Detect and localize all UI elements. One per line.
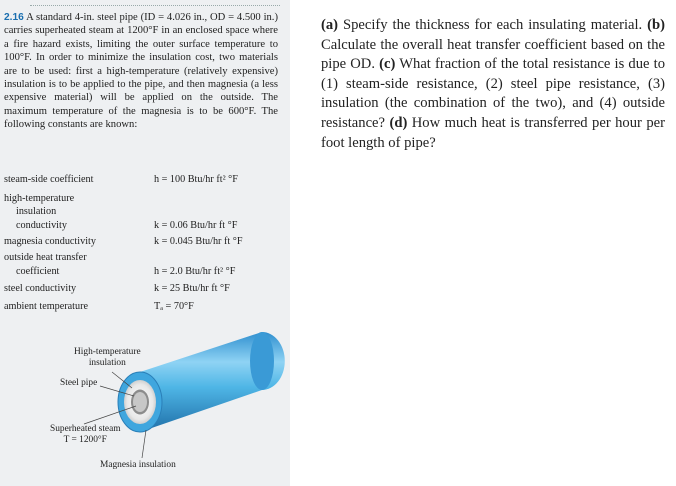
steam-core bbox=[133, 392, 147, 412]
constant-value: k = 0.045 Btu/hr ft °F bbox=[154, 236, 243, 247]
pipe-figure bbox=[0, 328, 290, 486]
constant-value: h = 2.0 Btu/hr ft² °F bbox=[154, 266, 236, 277]
constant-label: magnesia conductivity bbox=[4, 236, 96, 247]
constant-value: k = 25 Btu/hr ft °F bbox=[154, 283, 230, 294]
part-c-text: What fraction of the total resistance is due to (1) steam-side resistance, (2) steel pipe resistance, (3) insulation (the combination of the two), and (4) outside resistance? bbox=[321, 56, 665, 131]
label-high-temp-insulation bbox=[74, 347, 141, 369]
part-a-text: Specify the thickness for each insulating material. bbox=[342, 17, 643, 33]
problem-number: 2.16 bbox=[4, 12, 24, 23]
constant-value: Tₐ = 70°F bbox=[154, 301, 194, 312]
label-superheated-steam bbox=[50, 424, 121, 446]
constant-label: outside heat transfer bbox=[4, 252, 87, 263]
constant-label: conductivity bbox=[16, 220, 67, 231]
cropped-previous-line bbox=[30, 0, 280, 6]
question-panel bbox=[297, 0, 676, 190]
constant-label: high-temperature bbox=[4, 193, 75, 204]
leader-magnesia bbox=[142, 430, 146, 458]
question-text bbox=[321, 16, 665, 153]
label-line: High-temperature bbox=[74, 347, 141, 357]
label-line: Superheated steam bbox=[50, 424, 121, 434]
label-magnesia-insulation: Magnesia insulation bbox=[100, 460, 176, 470]
part-a-label: (a) bbox=[321, 17, 339, 33]
part-c-label: (c) bbox=[379, 56, 396, 73]
constant-value: h = 100 Btu/hr ft² °F bbox=[154, 174, 238, 185]
label-line: insulation bbox=[88, 358, 126, 368]
constant-label: coefficient bbox=[16, 266, 60, 277]
part-b-text: Calculate the overall heat transfer coefficient based on the pipe OD. bbox=[321, 36, 665, 73]
constant-label: steam-side coefficient bbox=[4, 174, 94, 185]
part-d-label: (d) bbox=[389, 114, 408, 131]
problem-text: A standard 4-in. steel pipe (ID = 4.026 in., OD = 4.500 in.) carries superheated steam at 1200°F in an enclosed space where a fire hazard exists, limiting the outer surface temperature to 100°F. In order to minimize the insulation cost, two materials are to be used: first a high-temperature (relatively expensive) insulation is to be applied to the pipe, and then magnesia (a less expensive material) will be applied on the outside. The maximum temperature of the magnesia is to be 600°F. The following constants are known: bbox=[4, 12, 278, 131]
textbook-excerpt bbox=[0, 0, 290, 486]
label-line: T = 1200°F bbox=[63, 435, 107, 445]
constant-value: k = 0.06 Btu/hr ft °F bbox=[154, 220, 238, 231]
constant-label: insulation bbox=[16, 206, 57, 217]
pipe-far-end bbox=[250, 332, 274, 390]
part-d-text: How much heat is transferred per hour per foot length of pipe? bbox=[321, 114, 665, 151]
constant-label: steel conductivity bbox=[4, 283, 77, 294]
problem-statement bbox=[4, 11, 278, 132]
constant-label: ambient temperature bbox=[4, 301, 89, 312]
part-b-label: (b) bbox=[647, 17, 665, 33]
label-steel-pipe: Steel pipe bbox=[60, 378, 98, 388]
